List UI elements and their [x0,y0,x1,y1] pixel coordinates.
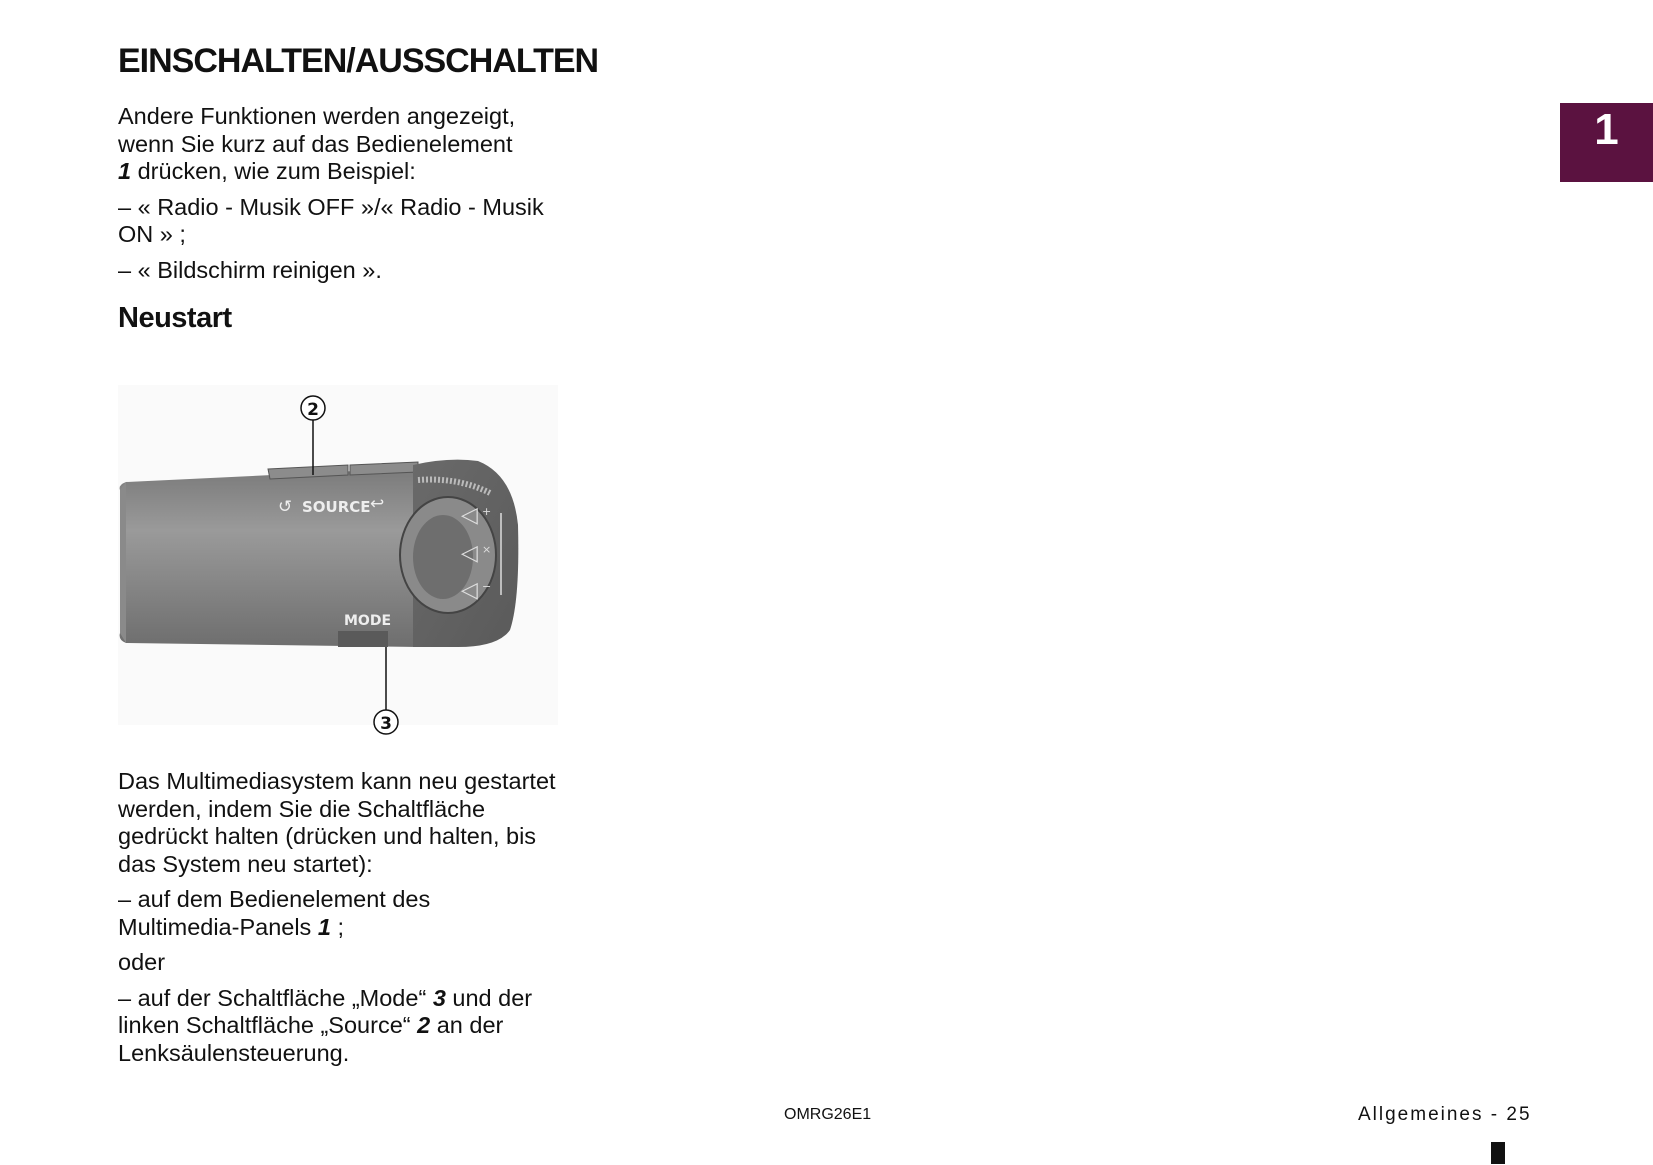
mode-label: MODE [344,613,392,629]
item2-text: – auf der Schaltfläche „Mode“ [118,984,433,1011]
rewind-arrow-icon: ↺ [278,497,293,517]
list-item: – « Radio - Musik OFF »/« Radio - Musik ON » ; [118,193,544,247]
intro-line-2: wenn Sie kurz auf das Bedienelement [118,130,513,157]
callout-3: 3 [380,714,392,734]
chapter-tab [1560,103,1653,182]
ref-control-1: 1 [118,158,132,184]
section-title: EINSCHALTEN/AUSSCHALTEN [118,42,599,80]
control-stalk-illustration [118,385,558,740]
ref-control-1: 1 [317,913,331,940]
item2-end: an der Lenksäulensteuerung. [118,1012,504,1066]
intro-line-1: Andere Funktionen werden angezeigt, [118,103,516,129]
item2-mid: und der linken Schaltfläche „Source“ [118,984,533,1038]
list-item [118,886,558,941]
ref-mode-3: 3 [432,984,446,1011]
list-item: – « Bildschirm reinigen ». [118,256,382,283]
oder-text: oder [118,949,166,975]
restart-title: Neustart [118,302,232,334]
intro-paragraph [118,103,558,186]
svg-text:×: × [482,543,492,556]
intro-line-3: drücken, wie zum Beispiel: [131,158,416,184]
list-item [118,985,558,1068]
page-edge-marker [1491,1142,1505,1164]
callout-2: 2 [307,400,319,420]
item1-end: ; [330,913,344,940]
return-arrow-icon: ↩ [370,494,385,514]
chapter-number: 1 [1594,105,1619,154]
document-code: OMRG26E1 [784,1106,872,1123]
source-label: SOURCE [302,498,371,516]
restart-paragraph: Das Multimediasystem kann neu gestartet werden, indem Sie die Schaltfläche gedrückt halten (drücken und halten, bis das System neu startet): [118,768,556,877]
intro-text [118,103,558,292]
mode-button[interactable] [338,631,388,647]
ref-source-2: 2 [417,1012,431,1038]
svg-text:−: − [482,580,492,593]
restart-text [118,768,558,1075]
volume-mute-icon: ◁ [461,541,478,566]
item1-text: – auf dem Bedienelement des Multimedia-Panels [118,886,431,940]
svg-text:+: + [482,505,492,518]
page-number: Allgemeines - 25 [1358,1104,1532,1125]
volume-up-icon: ◁ [461,503,478,528]
volume-down-icon: ◁ [461,578,478,603]
steering-column-control-figure [118,385,558,740]
